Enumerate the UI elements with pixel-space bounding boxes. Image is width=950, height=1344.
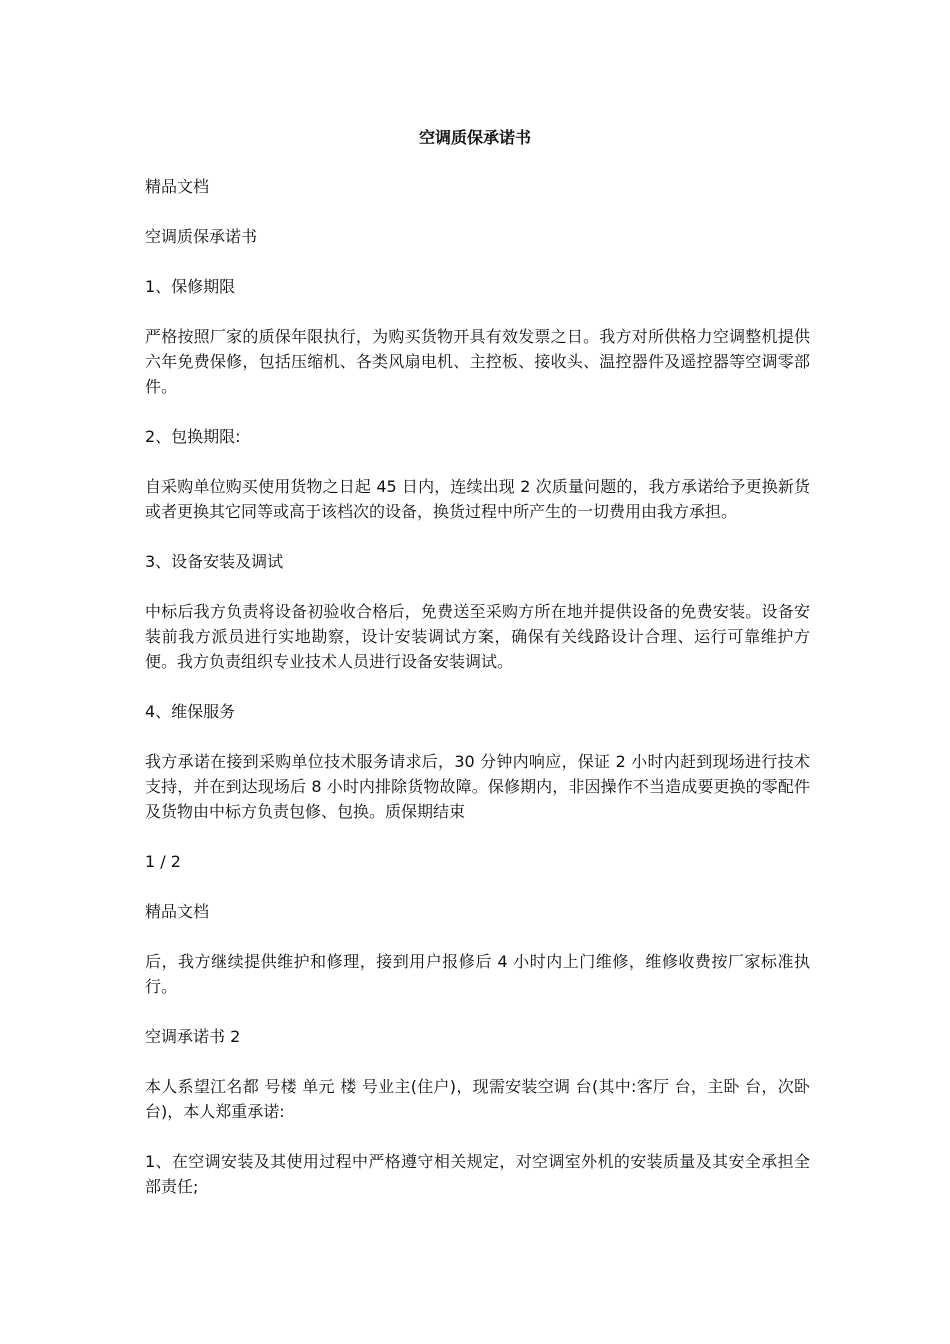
doc-label: 精品文档	[145, 177, 210, 196]
section-text-replacement-period: 自采购单位购买使用货物之日起 45 日内，连续出现 2 次质量问题的，我方承诺给予更换新货或者更换其它同等或高于该档次的设备，换货过程中所产生的一切费用由我方承担。	[145, 477, 810, 521]
commitment-item-1: 1、在空调安装及其使用过程中严格遵守相关规定，对空调室外机的安装质量及其安全承担全部责任;	[145, 1152, 810, 1196]
section-heading-replacement-period: 2、包换期限:	[145, 427, 241, 446]
section-heading-installation: 3、设备安装及调试	[145, 552, 284, 571]
doc-label: 精品文档	[145, 902, 210, 921]
section-text-maintenance-continued: 后，我方继续提供维护和修理，接到用户报修后 4 小时内上门维修，维修收费按厂家标准执行。	[145, 952, 810, 996]
section-text-maintenance: 我方承诺在接到采购单位技术服务请求后，30 分钟内响应，保证 2 小时内赶到现场进行技术支持，并在到达现场后 8 小时内排除货物故障。保修期内，非因操作不当造成要更换的零配件及货物由中标方负责包修、包换。质保期结束	[145, 752, 810, 821]
section-text-warranty-period: 严格按照厂家的质保年限执行，为购买货物开具有效发票之日。我方对所供格力空调整机提供六年免费保修，包括压缩机、各类风扇电机、主控板、接收头、温控器件及遥控器等空调零部件。	[145, 327, 810, 396]
document-body	[145, 174, 810, 1224]
page-number: 1 / 2	[145, 852, 181, 871]
doc-subtitle: 空调质保承诺书	[145, 227, 258, 246]
section-heading-commitment-2: 空调承诺书 2	[145, 1027, 241, 1046]
commitment-intro: 本人系望江名都 号楼 单元 楼 号业主(住户)，现需安装空调 台(其中:客厅 台，主卧 台，次卧 台)，本人郑重承诺:	[145, 1077, 810, 1121]
section-text-installation: 中标后我方负责将设备初验收合格后，免费送至采购方所在地并提供设备的免费安装。设备安装前我方派员进行实地勘察，设计安装调试方案，确保有关线路设计合理、运行可靠维护方便。我方负责组织专业技术人员进行设备安装调试。	[145, 602, 810, 671]
section-heading-maintenance: 4、维保服务	[145, 702, 236, 721]
section-heading-warranty-period: 1、保修期限	[145, 277, 236, 296]
document-title: 空调质保承诺书	[418, 128, 531, 147]
